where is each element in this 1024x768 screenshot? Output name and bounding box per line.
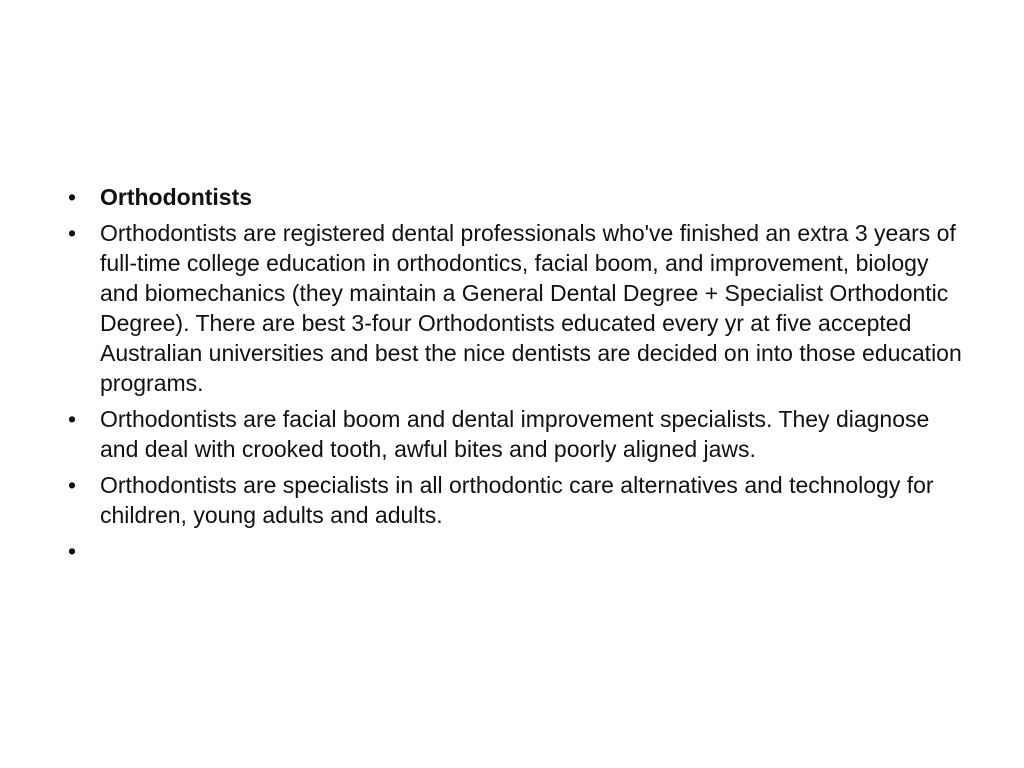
bullet-symbol: •: [67, 472, 77, 498]
bullet-item: [62, 536, 972, 566]
bullet-item: [62, 218, 972, 398]
bullet-list: [62, 182, 972, 572]
bullet-text: Orthodontists are registered dental professionals who've finished an extra 3 years of full-time college education in orthodontics, facial boom, and improvement, biology and biomechanics (they maintain a General Dental Degree + Specialist Orthodontic Degree). There are best 3-four Orthodontists educated every yr at five accepted Australian universities and best the nice dentists are decided on into those education programs.: [100, 220, 962, 396]
bullet-item: [62, 404, 972, 464]
bullet-symbol: •: [67, 406, 77, 432]
bullet-text: Orthodontists are facial boom and dental improvement specialists. They diagnose and deal with crooked tooth, awful bites and poorly aligned jaws.: [100, 406, 930, 462]
bullet-heading: Orthodontists: [100, 184, 253, 210]
bullet-symbol: •: [67, 184, 77, 210]
bullet-symbol: •: [67, 220, 77, 246]
bullet-text-empty: [100, 536, 972, 566]
bullet-item: [62, 182, 972, 212]
bullet-text: Orthodontists are specialists in all orthodontic care alternatives and technology for children, young adults and adults.: [100, 472, 934, 528]
bullet-item: [62, 470, 972, 530]
bullet-symbol: •: [67, 538, 77, 564]
